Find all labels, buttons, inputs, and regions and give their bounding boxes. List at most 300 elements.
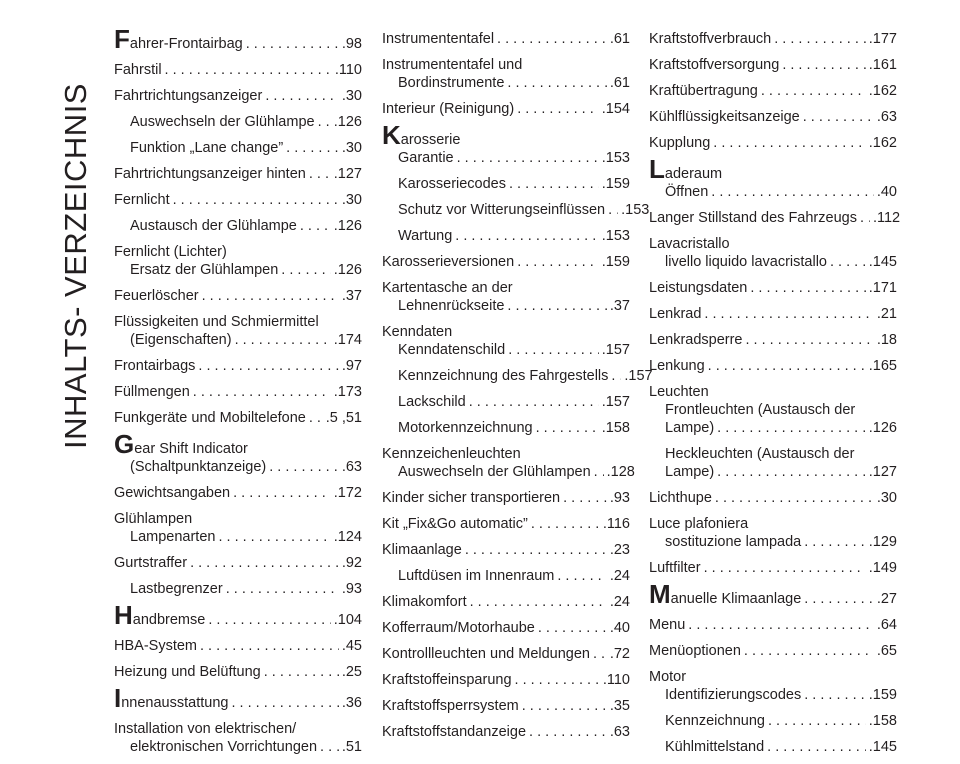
dot-leader	[782, 56, 865, 74]
index-entry	[382, 697, 630, 715]
index-entry-term: sostituzione lampada	[665, 534, 802, 550]
index-entry	[382, 253, 630, 271]
dot-leader	[265, 87, 339, 105]
index-entry	[382, 671, 630, 689]
dot-leader	[235, 331, 331, 349]
index-entry-page: .145	[868, 254, 897, 270]
dot-leader	[713, 134, 865, 152]
dot-leader	[715, 489, 874, 507]
index-entry	[649, 515, 897, 533]
index-entry	[114, 243, 362, 261]
dot-leader	[744, 642, 874, 660]
index-entry-page: .159	[868, 687, 897, 703]
index-entry-page: .72	[609, 646, 630, 662]
index-entry-term: Motor	[649, 669, 687, 685]
index-entry-term: Schutz vor Witterungseinflüssen	[398, 202, 606, 218]
index-entry-term: Leuchten	[649, 384, 709, 400]
dot-leader	[529, 723, 607, 741]
index-entry	[649, 253, 897, 271]
index-entry-page: .30	[341, 192, 362, 208]
index-entry-term: Garantie	[398, 150, 454, 166]
index-entry	[649, 445, 897, 463]
index-entry-page: .162	[868, 135, 897, 151]
index-entry-term: Manuelle Klimaanlage	[649, 579, 802, 609]
index-entry-page: .165	[868, 358, 897, 374]
dot-leader	[469, 393, 599, 411]
index-entry-term: Gurtstraffer	[114, 555, 188, 571]
index-entry	[649, 559, 897, 577]
dot-leader	[193, 383, 331, 401]
index-entry-page: .93	[609, 490, 630, 506]
index-entry-page: .126	[333, 262, 362, 278]
index-entry	[382, 120, 630, 150]
index-entry-page: .172	[333, 485, 362, 501]
index-entry-term: Funktion „Lane change”	[130, 140, 284, 156]
dot-leader	[750, 279, 865, 297]
dot-leader	[226, 580, 339, 598]
index-entry-term: Lenkradsperre	[649, 332, 743, 348]
index-entry-term: Gewichtsangaben	[114, 485, 231, 501]
index-entry-page: .126	[868, 420, 897, 436]
index-entry	[114, 409, 362, 427]
index-entry	[649, 463, 897, 481]
index-entry	[649, 738, 897, 756]
index-entry-page: .5 ,51	[325, 410, 362, 426]
index-entry-term: Kenndaten	[382, 324, 453, 340]
index-entry-term: Kühlflüssigkeitsanzeige	[649, 109, 800, 125]
index-entry-term: Fahrstil	[114, 62, 162, 78]
dot-leader	[208, 611, 330, 629]
dot-leader	[190, 554, 339, 572]
index-entry-page: .51	[341, 739, 362, 755]
index-entry-page: .63	[341, 459, 362, 475]
index-entry	[114, 528, 362, 546]
index-entry-page: .25	[341, 664, 362, 680]
index-entry	[114, 331, 362, 349]
index-entry-term: Karosseriecodes	[398, 176, 506, 192]
index-entry-term: Kraftstoffstandanzeige	[382, 724, 527, 740]
index-entry-term: Klimaanlage	[382, 542, 462, 558]
index-entry	[382, 279, 630, 297]
index-entry	[649, 712, 897, 730]
dot-leader	[246, 35, 339, 53]
index-entry-page: .37	[341, 288, 362, 304]
index-entry	[114, 61, 362, 79]
index-entry-term: Frontairbags	[114, 358, 196, 374]
index-entry	[382, 30, 630, 48]
index-entry-page: .63	[609, 724, 630, 740]
index-entry	[114, 24, 362, 54]
index-entry-page: .64	[876, 617, 897, 633]
index-entry-page: .127	[868, 464, 897, 480]
index-entry-term: elektronischen Vorrichtungen	[130, 739, 318, 755]
index-entry-term: Karosserieversionen	[382, 254, 515, 270]
dot-leader	[688, 616, 874, 634]
index-column-2	[382, 30, 653, 749]
index-entry-term: Auswechseln der Glühlampe	[130, 114, 315, 130]
dot-leader	[198, 357, 338, 375]
index-entry	[382, 419, 630, 437]
index-entry	[114, 663, 362, 681]
dot-leader	[233, 484, 331, 502]
index-entry-page: .61	[609, 75, 630, 91]
index-entry	[649, 489, 897, 507]
index-entry	[649, 108, 897, 126]
index-entry	[382, 567, 630, 585]
index-entry-page: .104	[333, 612, 362, 628]
index-entry	[649, 642, 897, 660]
index-entry	[114, 600, 362, 630]
index-entry-term: Glühlampen	[114, 511, 193, 527]
index-entry-page: .24	[609, 568, 630, 584]
index-entry	[114, 217, 362, 235]
dot-leader	[594, 463, 604, 481]
index-entry-page: .30	[876, 490, 897, 506]
dot-leader	[803, 108, 874, 126]
index-entry-page: .161	[868, 57, 897, 73]
index-entry-page: .40	[609, 620, 630, 636]
index-entry-page: .129	[868, 534, 897, 550]
index-entry-term: Lampe)	[665, 464, 715, 480]
index-entry-term: Wartung	[398, 228, 453, 244]
index-entry-page: .153	[601, 150, 630, 166]
index-entry-term: Interieur (Reinigung)	[382, 101, 515, 117]
index-entry	[382, 149, 630, 167]
index-entry-term: Kraftstoffeinsparung	[382, 672, 512, 688]
index-entry	[649, 183, 897, 201]
index-entry-term: Instrumententafel und	[382, 57, 523, 73]
index-entry	[649, 616, 897, 634]
index-entry	[649, 82, 897, 100]
dot-leader	[286, 139, 339, 157]
index-entry-term: Fahrtrichtungsanzeiger hinten	[114, 166, 306, 182]
index-entry-page: .21	[876, 306, 897, 322]
index-entry	[382, 593, 630, 611]
index-entry-page: .159	[601, 176, 630, 192]
index-entry-term: Lavacristallo	[649, 236, 730, 252]
index-entry-page: .158	[601, 420, 630, 436]
index-entry-term: Kofferraum/Motorhaube	[382, 620, 535, 636]
index-entry	[114, 458, 362, 476]
dot-leader	[804, 686, 866, 704]
index-entry-page: .157	[601, 342, 630, 358]
dot-leader	[830, 253, 866, 271]
index-entry	[382, 489, 630, 507]
dot-leader	[269, 458, 339, 476]
index-entry-term: Kupplung	[649, 135, 711, 151]
index-entry-term: Lehnenrückseite	[398, 298, 505, 314]
index-entry	[382, 515, 630, 533]
index-entry	[649, 668, 897, 686]
dot-leader	[508, 341, 599, 359]
dot-leader	[704, 559, 866, 577]
dot-leader	[264, 663, 339, 681]
index-entry	[649, 279, 897, 297]
dot-leader	[538, 619, 607, 637]
index-entry	[382, 74, 630, 92]
index-entry-term: Fahrtrichtungsanzeiger	[114, 88, 263, 104]
index-entry-term: Gear Shift Indicator	[114, 429, 248, 459]
dot-leader	[704, 305, 873, 323]
index-entry-term: Kraftstoffsperrsystem	[382, 698, 519, 714]
index-entry	[114, 738, 362, 756]
index-entry-term: Langer Stillstand des Fahrzeugs	[649, 210, 857, 226]
dot-leader	[320, 738, 339, 756]
dot-leader	[768, 712, 866, 730]
index-entry-page: .149	[868, 560, 897, 576]
index-entry-term: Fernlicht	[114, 192, 170, 208]
index-entry-term: (Eigenschaften)	[130, 332, 232, 348]
dot-leader	[173, 191, 339, 209]
dot-leader	[517, 253, 599, 271]
index-entry-term: Lampenarten	[130, 529, 216, 545]
index-entry-page: .173	[333, 384, 362, 400]
index-entry-term: Luce plafoniera	[649, 516, 749, 532]
index-entry-term: Innenausstattung	[114, 683, 229, 713]
index-column-1	[114, 24, 362, 764]
index-entry-page: .63	[876, 109, 897, 125]
index-entry	[114, 261, 362, 279]
index-side-title	[56, 36, 96, 496]
dot-leader	[536, 419, 599, 437]
index-entry-page: .35	[609, 698, 630, 714]
index-entry-page: .45	[341, 638, 362, 654]
dot-leader	[300, 217, 331, 235]
index-entry-term: Kraftübertragung	[649, 83, 758, 99]
dot-leader	[202, 287, 339, 305]
index-entry-term: Instrumententafel	[382, 31, 495, 47]
index-entry	[649, 533, 897, 551]
index-entry	[114, 165, 362, 183]
dot-leader	[804, 533, 866, 551]
dot-leader	[507, 297, 606, 315]
index-entry-term: Kennzeichenleuchten	[382, 446, 521, 462]
dot-leader	[309, 165, 331, 183]
index-entry	[382, 175, 630, 193]
index-entry-page: .162	[868, 83, 897, 99]
index-entry	[649, 401, 897, 419]
index-entry-page: .159	[601, 254, 630, 270]
index-entry-page: .157	[624, 368, 653, 384]
index-entry	[649, 579, 897, 609]
dot-leader	[593, 645, 607, 663]
index-entry	[114, 313, 362, 331]
index-entry	[649, 305, 897, 323]
index-entry	[114, 720, 362, 738]
index-entry-page: .127	[333, 166, 362, 182]
index-entry-term: Frontleuchten (Austausch der	[665, 402, 856, 418]
index-entry-page: .171	[868, 280, 897, 296]
dot-leader	[470, 593, 607, 611]
index-entry-term: Menüoptionen	[649, 643, 741, 659]
index-entry-term: Austausch der Glühlampe	[130, 218, 297, 234]
index-entry-term: Identifizierungscodes	[665, 687, 802, 703]
index-entry-page: .23	[609, 542, 630, 558]
index-entry	[114, 139, 362, 157]
index-entry-term: Laderaum	[649, 154, 723, 184]
index-entry-page: .157	[601, 394, 630, 410]
index-entry	[382, 201, 650, 219]
index-entry-page: .154	[601, 101, 630, 117]
dot-leader	[515, 671, 600, 689]
dot-leader	[231, 694, 338, 712]
dot-leader	[711, 183, 874, 201]
index-entry	[382, 723, 630, 741]
index-entry	[649, 209, 901, 227]
dot-leader	[608, 201, 618, 219]
index-entry-term: Öffnen	[665, 184, 709, 200]
dot-leader	[218, 528, 330, 546]
index-entry-term: Lastbegrenzer	[130, 581, 223, 597]
index-entry-term: Kartentasche an der	[382, 280, 513, 296]
index-entry-term: Lichthupe	[649, 490, 712, 506]
dot-leader	[761, 82, 866, 100]
index-entry-term: Kinder sicher transportieren	[382, 490, 561, 506]
index-entry	[382, 393, 630, 411]
index-entry	[649, 383, 897, 401]
index-entry-term: Fernlicht (Lichter)	[114, 244, 227, 260]
dot-leader	[507, 74, 606, 92]
index-entry-term: Ersatz der Glühlampen	[130, 262, 279, 278]
dot-leader	[774, 30, 866, 48]
index-entry	[114, 683, 362, 713]
dot-leader	[708, 357, 866, 375]
dot-leader	[281, 261, 330, 279]
index-entry	[382, 445, 630, 463]
dot-leader	[557, 567, 606, 585]
index-entry-page: .24	[609, 594, 630, 610]
index-entry	[382, 463, 635, 481]
index-entry-term: HBA-System	[114, 638, 197, 654]
index-entry-page: .40	[876, 184, 897, 200]
index-side-title-text: INHALTS- VERZEICHNIS	[58, 83, 94, 449]
index-entry-term: Lampe)	[665, 420, 715, 436]
index-entry-term: Feuerlöscher	[114, 288, 199, 304]
index-entry	[382, 645, 630, 663]
dot-leader	[717, 419, 866, 437]
index-entry	[114, 580, 362, 598]
index-entry-term: Heckleuchten (Austausch der	[665, 446, 855, 462]
index-entry	[382, 323, 630, 341]
index-entry-page: .61	[609, 31, 630, 47]
index-entry-term: (Schaltpunktanzeige)	[130, 459, 267, 475]
dot-leader	[531, 515, 600, 533]
index-entry	[382, 367, 653, 385]
index-entry	[649, 419, 897, 437]
index-entry-term: Kenndatenschild	[398, 342, 506, 358]
index-entry-page: .27	[876, 591, 897, 607]
dot-leader	[611, 367, 621, 385]
dot-leader	[767, 738, 866, 756]
index-entry	[114, 287, 362, 305]
index-entry-term: Lenkung	[649, 358, 705, 374]
index-entry-term: Luftfilter	[649, 560, 701, 576]
index-entry-term: Füllmengen	[114, 384, 190, 400]
dot-leader	[455, 227, 599, 245]
index-entry-term: Handbremse	[114, 600, 206, 630]
index-entry-page: .36	[341, 695, 362, 711]
index-entry-term: Installation von elektrischen/	[114, 721, 297, 737]
index-entry	[114, 429, 362, 459]
index-entry-term: Kraftstoffverbrauch	[649, 31, 772, 47]
index-entry	[649, 235, 897, 253]
index-entry	[114, 637, 362, 655]
index-entry-page: .177	[868, 31, 897, 47]
index-entry-term: Luftdüsen im Innenraum	[398, 568, 555, 584]
dot-leader	[563, 489, 607, 507]
index-entry-page: .65	[876, 643, 897, 659]
index-entry	[382, 341, 630, 359]
index-entry	[649, 357, 897, 375]
index-entry-term: Bordinstrumente	[398, 75, 505, 91]
index-entry-term: Kennzeichnung	[665, 713, 765, 729]
index-entry	[114, 357, 362, 375]
index-entry-term: Klimakomfort	[382, 594, 467, 610]
index-entry-term: Leistungsdaten	[649, 280, 748, 296]
index-entry	[114, 510, 362, 528]
index-entry	[114, 87, 362, 105]
index-entry	[382, 619, 630, 637]
index-column-3	[649, 30, 901, 764]
index-entry-term: livello liquido lavacristallo	[665, 254, 827, 270]
dot-leader	[457, 149, 599, 167]
index-entry-page: .153	[601, 228, 630, 244]
dot-leader	[860, 209, 870, 227]
dot-leader	[200, 637, 339, 655]
index-entry	[649, 56, 897, 74]
index-entry-term: Fahrer-Frontairbag	[114, 24, 243, 54]
index-entry-term: Kennzeichnung des Fahrgestells	[398, 368, 609, 384]
index-entry	[649, 686, 897, 704]
index-entry-page: .145	[868, 739, 897, 755]
index-entry-page: .112	[872, 210, 901, 226]
dot-leader	[165, 61, 332, 79]
index-entry-page: .116	[602, 516, 630, 532]
index-entry-page: .110	[334, 62, 362, 78]
index-entry-page: .110	[602, 672, 630, 688]
index-entry-page: .30	[341, 140, 362, 156]
index-entry-page: .128	[606, 464, 635, 480]
index-entry-page: .153	[621, 202, 650, 218]
dot-leader	[517, 100, 599, 118]
index-entry	[649, 154, 897, 184]
dot-leader	[746, 331, 874, 349]
index-entry	[114, 383, 362, 401]
dot-leader	[804, 590, 874, 608]
index-entry	[649, 331, 897, 349]
index-entry-term: Lenkrad	[649, 306, 702, 322]
index-entry-page: .158	[868, 713, 897, 729]
index-entry	[382, 100, 630, 118]
index-entry	[114, 484, 362, 502]
index-entry-term: Lackschild	[398, 394, 466, 410]
index-entry-page: .98	[341, 36, 362, 52]
dot-leader	[717, 463, 866, 481]
index-entry-page: .126	[333, 114, 362, 130]
index-entry-page: .93	[341, 581, 362, 597]
index-entry-page: .92	[341, 555, 362, 571]
index-entry-term: Menu	[649, 617, 686, 633]
index-entry	[382, 297, 630, 315]
index-entry	[382, 227, 630, 245]
dot-leader	[309, 409, 323, 427]
index-entry-term: Kühlmittelstand	[665, 739, 765, 755]
index-entry	[649, 30, 897, 48]
index-entry-page: .124	[333, 529, 362, 545]
index-entry	[382, 56, 630, 74]
dot-leader	[465, 541, 607, 559]
index-entry-term: Flüssigkeiten und Schmiermittel	[114, 314, 319, 330]
